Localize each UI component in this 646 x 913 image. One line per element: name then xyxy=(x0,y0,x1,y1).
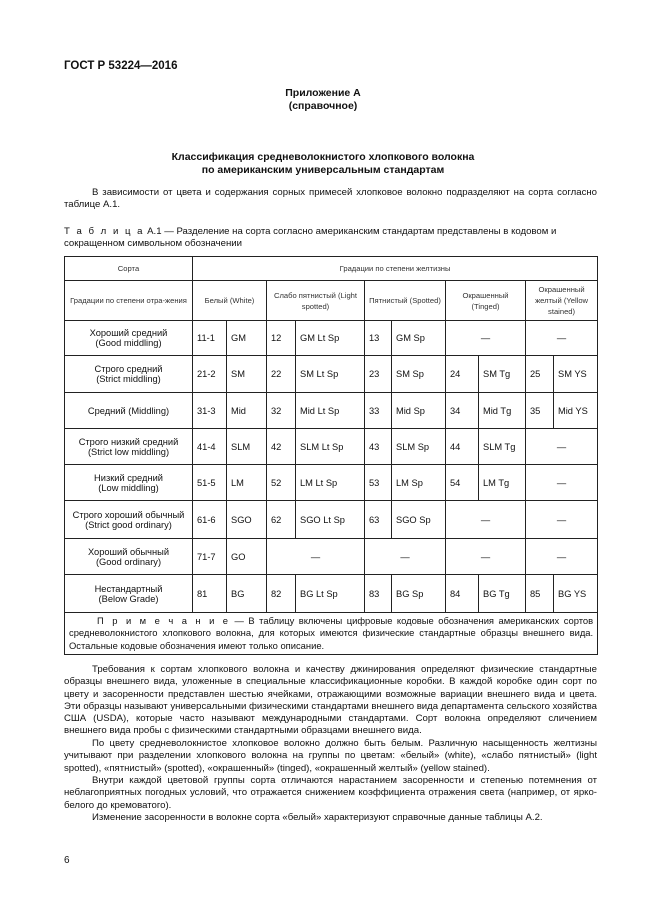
grade-absent: — xyxy=(526,321,598,356)
grade-code: 44 xyxy=(446,429,479,465)
grade-code: 33 xyxy=(365,393,392,429)
grade-absent: — xyxy=(526,539,598,575)
intro-paragraph: В зависимости от цвета и содержания сорных примесей хлопковое волокно подразделяют на сорта согласно таблице А.1. xyxy=(64,187,597,211)
grade-code: 63 xyxy=(365,501,392,539)
grade-symbol: SLM Sp xyxy=(392,429,446,465)
section-title-line: Классификация средневолокнистого хлопкового волокна xyxy=(171,151,475,163)
grade-symbol: SLM Lt Sp xyxy=(296,429,365,465)
grade-symbol: SM xyxy=(227,356,267,393)
table-subheader-row xyxy=(65,281,598,321)
grade-code: 41-4 xyxy=(193,429,227,465)
grade-symbol: SM Tg xyxy=(479,356,526,393)
table-header-row xyxy=(65,257,598,281)
grade-symbol: LM Tg xyxy=(479,465,526,501)
grade-name-en: (Low middling) xyxy=(98,482,159,493)
table-row xyxy=(65,393,598,429)
table-row xyxy=(65,539,598,575)
grade-symbol: GM Sp xyxy=(392,321,446,356)
grade-symbol: BG YS xyxy=(554,575,598,613)
grade-name: Средний (Middling) xyxy=(87,405,170,416)
note-prefix: П р и м е ч а н и е xyxy=(97,615,231,626)
standard-header: ГОСТ Р 53224—2016 xyxy=(64,60,178,72)
header-color-group: Пятнистый (Spotted) xyxy=(365,281,446,321)
grade-symbol: GO xyxy=(227,539,267,575)
grade-symbol: GM xyxy=(227,321,267,356)
grade-code: 51-5 xyxy=(193,465,227,501)
grade-name: Строго хороший обычный xyxy=(72,509,185,520)
section-title-line: по американским универсальным стандартам xyxy=(201,164,445,176)
table-row xyxy=(65,321,598,356)
grade-symbol: LM Sp xyxy=(392,465,446,501)
appendix-title: Приложение А xyxy=(285,87,361,99)
body-paragraph: Изменение засоренности в волокне сорта «белый» характеризуют справочные данные таблицы А.2. xyxy=(92,812,543,823)
grade-name-cell xyxy=(65,429,193,465)
grade-code: 35 xyxy=(526,393,554,429)
grade-code: 52 xyxy=(267,465,296,501)
grade-symbol: BG Lt Sp xyxy=(296,575,365,613)
grade-symbol: BG Tg xyxy=(479,575,526,613)
grade-name-en: (Strict middling) xyxy=(96,374,161,384)
header-color-group: Окрашенный желтый (Yellow stained) xyxy=(526,281,598,321)
grade-code: 81 xyxy=(193,575,227,613)
grade-name-en: (Good ordinary) xyxy=(95,556,162,567)
grade-name-cell xyxy=(65,539,193,575)
grade-code: 13 xyxy=(365,321,392,356)
grade-name-en: (Good middling) xyxy=(95,338,162,348)
grade-symbol: Mid YS xyxy=(554,393,598,429)
grade-code: 32 xyxy=(267,393,296,429)
appendix-heading xyxy=(0,87,646,113)
note-text: — В таблицу включены цифровые кодовые обозначения американских сортов средневолокнистого хлопкового волокна, для которых имеются физические стандартные образцы внешнего вида. Остальные кодовые обозначения имеют только описание. xyxy=(69,615,594,651)
grade-absent: — xyxy=(446,321,526,356)
grade-name-cell xyxy=(65,465,193,501)
grades-table xyxy=(64,256,598,655)
grade-name-cell xyxy=(65,321,193,356)
table-row xyxy=(65,501,598,539)
header-color-group: Белый (White) xyxy=(193,281,267,321)
grade-symbol: GM Lt Sp xyxy=(296,321,365,356)
grade-code: 22 xyxy=(267,356,296,393)
appendix-subtitle: (справочное) xyxy=(288,100,358,112)
grade-symbol: SGO Sp xyxy=(392,501,446,539)
grade-symbol: Mid Tg xyxy=(479,393,526,429)
grade-code: 23 xyxy=(365,356,392,393)
grade-absent: — xyxy=(446,539,526,575)
grade-name: Хороший средний xyxy=(89,328,168,338)
grade-code: 82 xyxy=(267,575,296,613)
header-sort: Сорта xyxy=(65,257,193,281)
page-number: 6 xyxy=(64,855,70,866)
grade-code: 54 xyxy=(446,465,479,501)
grade-name-en: (Strict low middling) xyxy=(87,446,170,457)
grade-name-en: (Below Grade) xyxy=(98,593,159,604)
grade-symbol: Mid xyxy=(227,393,267,429)
grade-symbol: LM Lt Sp xyxy=(296,465,365,501)
section-title xyxy=(0,151,646,177)
table-caption xyxy=(64,226,597,251)
grade-name: Строго средний xyxy=(94,364,163,374)
grade-code: 43 xyxy=(365,429,392,465)
grade-name-en: (Strict good ordinary) xyxy=(85,519,172,530)
grade-symbol: SM Lt Sp xyxy=(296,356,365,393)
grade-symbol: LM xyxy=(227,465,267,501)
grade-absent: — xyxy=(526,429,598,465)
grade-absent: — xyxy=(365,539,446,575)
grade-code: 85 xyxy=(526,575,554,613)
grade-code: 84 xyxy=(446,575,479,613)
grade-name-cell xyxy=(65,501,193,539)
grade-symbol: SGO Lt Sp xyxy=(296,501,365,539)
grade-code: 61-6 xyxy=(193,501,227,539)
table-row xyxy=(65,429,598,465)
grade-symbol: Mid Sp xyxy=(392,393,446,429)
grade-symbol: SLM xyxy=(227,429,267,465)
table-row xyxy=(65,575,598,613)
grade-name-cell xyxy=(65,356,193,393)
body-paragraph: По цвету средневолокнистое хлопковое волокно должно быть белым. Различную насыщенность желтизны учитывают при разделении хлопкового волокна на группы по цветам: «белый» (white), «слабо пятнистый» (light spotted), «пятнистый» (spotted), «окрашенный» (tinged), «окрашенный желтый» (yellow stained). xyxy=(64,738,597,774)
table-row xyxy=(65,465,598,501)
table-caption-prefix: Т а б л и ц а xyxy=(64,226,145,237)
grade-code: 71-7 xyxy=(193,539,227,575)
grade-absent: — xyxy=(267,539,365,575)
body-paragraph: Внутри каждой цветовой группы сорта отличаются нарастанием засоренности и степенью потемнения от неблагоприятных погодных условий, что отражается снижением коэффициента отражения света (например, от ярко-белого до кремоватого). xyxy=(64,775,597,811)
grade-symbol: BG Sp xyxy=(392,575,446,613)
grade-absent: — xyxy=(446,501,526,539)
grade-absent: — xyxy=(526,501,598,539)
grade-symbol: BG xyxy=(227,575,267,613)
grade-code: 83 xyxy=(365,575,392,613)
grade-code: 42 xyxy=(267,429,296,465)
grade-name: Низкий средний xyxy=(94,472,163,483)
grade-name-cell xyxy=(65,575,193,613)
grade-symbol: SLM Tg xyxy=(479,429,526,465)
grade-symbol: SM Sp xyxy=(392,356,446,393)
grade-name: Нестандартный xyxy=(94,583,163,594)
body-paragraph: Требования к сортам хлопкового волокна и качеству джинирования определяют физические стандартные образцы внешнего вида, уложенные в специальные классификационные коробки. В каждой коробке один сорт по цвету и засоренности представлен шестью ячейками, отражающими возможные вариации внешнего вида и цвета. Эти образцы называют универсальными физическими стандартами внешнего вида департамента сельского хозяйства США (USDA), которые часто называют международными стандартами. Сорт волокна определяют сличением внешнего вида пробы с физическими стандартными образцами внешнего вида. xyxy=(64,664,597,737)
grade-name: Строго низкий средний xyxy=(78,436,179,447)
grade-symbol: SM YS xyxy=(554,356,598,393)
grade-code: 21-2 xyxy=(193,356,227,393)
grade-code: 62 xyxy=(267,501,296,539)
table-note xyxy=(65,613,598,655)
header-reflectance: Градации по степени отра-жения xyxy=(65,281,193,321)
header-color-group: Слабо пятнистый (Light spotted) xyxy=(267,281,365,321)
grade-code: 25 xyxy=(526,356,554,393)
grade-symbol: Mid Lt Sp xyxy=(296,393,365,429)
grade-code: 12 xyxy=(267,321,296,356)
header-color-group: Окрашенный (Tinged) xyxy=(446,281,526,321)
grade-name: Хороший обычный xyxy=(87,546,170,557)
table-note-row xyxy=(65,613,598,655)
header-yellowness: Градации по степени желтизны xyxy=(193,257,598,281)
grade-code: 31-3 xyxy=(193,393,227,429)
grade-code: 24 xyxy=(446,356,479,393)
grade-absent: — xyxy=(526,465,598,501)
grade-code: 34 xyxy=(446,393,479,429)
table-caption-text: А.1 — Разделение на сорта согласно американским стандартам представлены в кодовом и сокращенном символьном обозначении xyxy=(64,226,557,250)
grade-code: 11-1 xyxy=(193,321,227,356)
grade-name-cell xyxy=(65,393,193,429)
table-row xyxy=(65,356,598,393)
grade-symbol: SGO xyxy=(227,501,267,539)
grade-code: 53 xyxy=(365,465,392,501)
